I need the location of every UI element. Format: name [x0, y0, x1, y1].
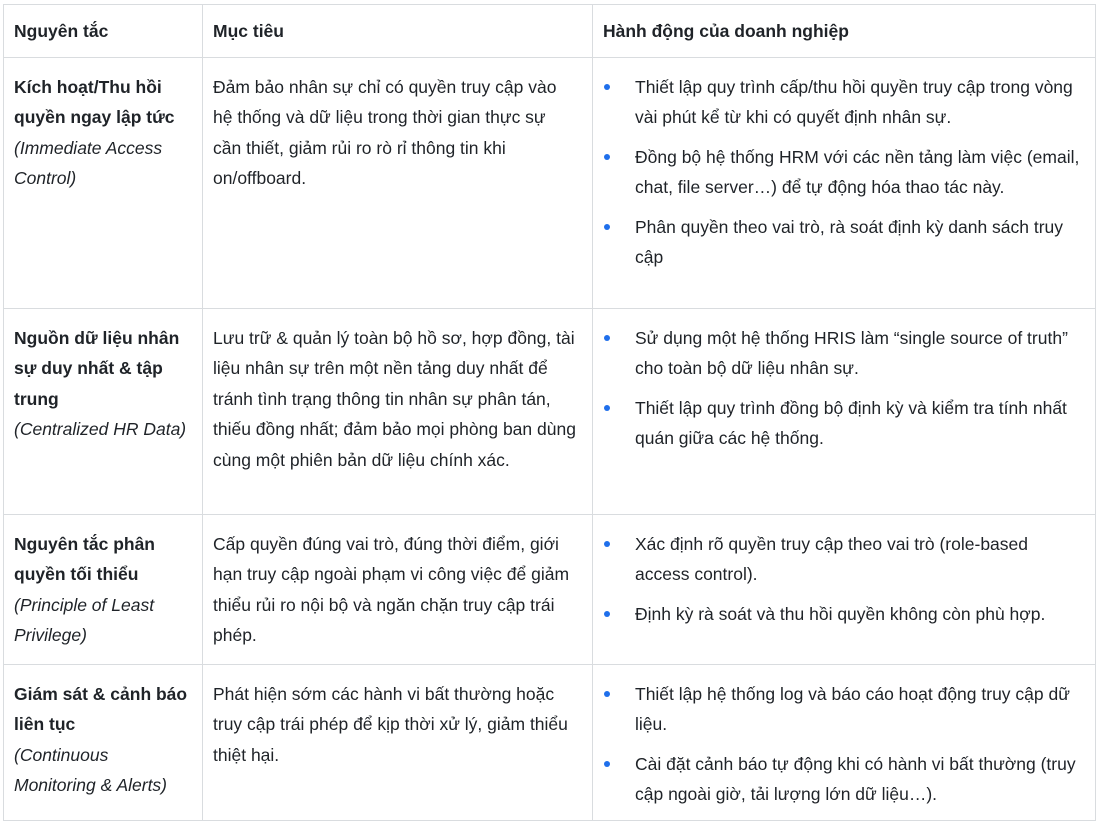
principle-name: Nguồn dữ liệu nhân sự duy nhất & tập trung	[14, 327, 180, 409]
actions-cell	[593, 514, 1096, 664]
action-text: Cài đặt cảnh báo tự động khi có hành vi bất thường (truy cập ngoài giờ, tải lượng lớn dữ liệu…).	[635, 753, 1076, 804]
goal-cell: Phát hiện sớm các hành vi bất thường hoặc truy cập trái phép để kịp thời xử lý, giảm thiểu thiệt hại.	[203, 664, 593, 820]
principle-english-name: (Centralized HR Data)	[14, 419, 187, 439]
bullet-icon	[604, 691, 610, 697]
action-item	[601, 749, 1087, 810]
goal-cell: Lưu trữ & quản lý toàn bộ hồ sơ, hợp đồng, tài liệu nhân sự trên một nền tảng duy nhất để tránh tình trạng thông tin nhân sự phân tán, thiếu đồng nhất; đảm bảo mọi phòng ban dùng cùng một phiên bản dữ liệu chính xác.	[203, 308, 593, 514]
bullet-icon	[604, 541, 610, 547]
action-text: Thiết lập quy trình cấp/thu hồi quyền truy cập trong vòng vài phút kể từ khi có quyết định nhân sự.	[635, 76, 1073, 127]
bullet-icon	[604, 761, 610, 767]
action-text: Định kỳ rà soát và thu hồi quyền không còn phù hợp.	[635, 603, 1046, 624]
action-item	[601, 323, 1087, 384]
bullet-icon	[604, 84, 610, 90]
action-list	[601, 323, 1087, 454]
principle-name: Giám sát & cảnh báo liên tục	[14, 683, 188, 734]
principle-english-name: (Immediate Access Control)	[14, 137, 163, 188]
action-item	[601, 212, 1087, 273]
action-item	[601, 599, 1087, 630]
action-item	[601, 72, 1087, 133]
principle-cell	[4, 308, 203, 514]
actions-cell	[593, 308, 1096, 514]
table-header-row	[4, 5, 1096, 58]
action-list	[601, 679, 1087, 810]
bullet-icon	[604, 335, 610, 341]
principle-cell	[4, 664, 203, 820]
action-item	[601, 142, 1087, 203]
table-row	[4, 514, 1096, 664]
bullet-icon	[604, 154, 610, 160]
action-list	[601, 529, 1087, 630]
bullet-icon	[604, 224, 610, 230]
principle-name: Kích hoạt/Thu hồi quyền ngay lập tức	[14, 76, 175, 127]
table-row	[4, 308, 1096, 514]
bullet-icon	[604, 611, 610, 617]
action-item	[601, 529, 1087, 590]
action-text: Xác định rõ quyền truy cập theo vai trò (role-based access control).	[635, 533, 1028, 584]
action-text: Thiết lập quy trình đồng bộ định kỳ và kiểm tra tính nhất quán giữa các hệ thống.	[635, 397, 1067, 448]
principle-english-name: (Continuous Monitoring & Alerts)	[14, 744, 168, 795]
column-header-goal: Mục tiêu	[203, 5, 593, 58]
table-row	[4, 57, 1096, 308]
column-header-principle: Nguyên tắc	[4, 5, 203, 58]
actions-cell	[593, 57, 1096, 308]
principle-cell	[4, 514, 203, 664]
action-text: Đồng bộ hệ thống HRM với các nền tảng làm việc (email, chat, file server…) để tự động hóa thao tác này.	[635, 146, 1080, 197]
action-text: Phân quyền theo vai trò, rà soát định kỳ danh sách truy cập	[635, 216, 1064, 267]
column-header-actions: Hành động của doanh nghiệp	[593, 5, 1096, 58]
principle-name: Nguyên tắc phân quyền tối thiểu	[14, 533, 155, 584]
action-text: Thiết lập hệ thống log và báo cáo hoạt động truy cập dữ liệu.	[635, 683, 1070, 734]
goal-cell: Cấp quyền đúng vai trò, đúng thời điểm, giới hạn truy cập ngoài phạm vi công việc để giảm thiểu rủi ro nội bộ và ngăn chặn truy cập trái phép.	[203, 514, 593, 664]
bullet-icon	[604, 405, 610, 411]
action-item	[601, 393, 1087, 454]
principle-cell	[4, 57, 203, 308]
action-item	[601, 679, 1087, 740]
principles-table	[3, 4, 1096, 821]
actions-cell	[593, 664, 1096, 820]
action-list	[601, 72, 1087, 273]
action-text: Sử dụng một hệ thống HRIS làm “single source of truth” cho toàn bộ dữ liệu nhân sự.	[635, 327, 1068, 378]
principle-english-name: (Principle of Least Privilege)	[14, 594, 155, 645]
table-row	[4, 664, 1096, 820]
goal-cell: Đảm bảo nhân sự chỉ có quyền truy cập vào hệ thống và dữ liệu trong thời gian thực sự cần thiết, giảm rủi ro rò rỉ thông tin khi on/offboard.	[203, 57, 593, 308]
